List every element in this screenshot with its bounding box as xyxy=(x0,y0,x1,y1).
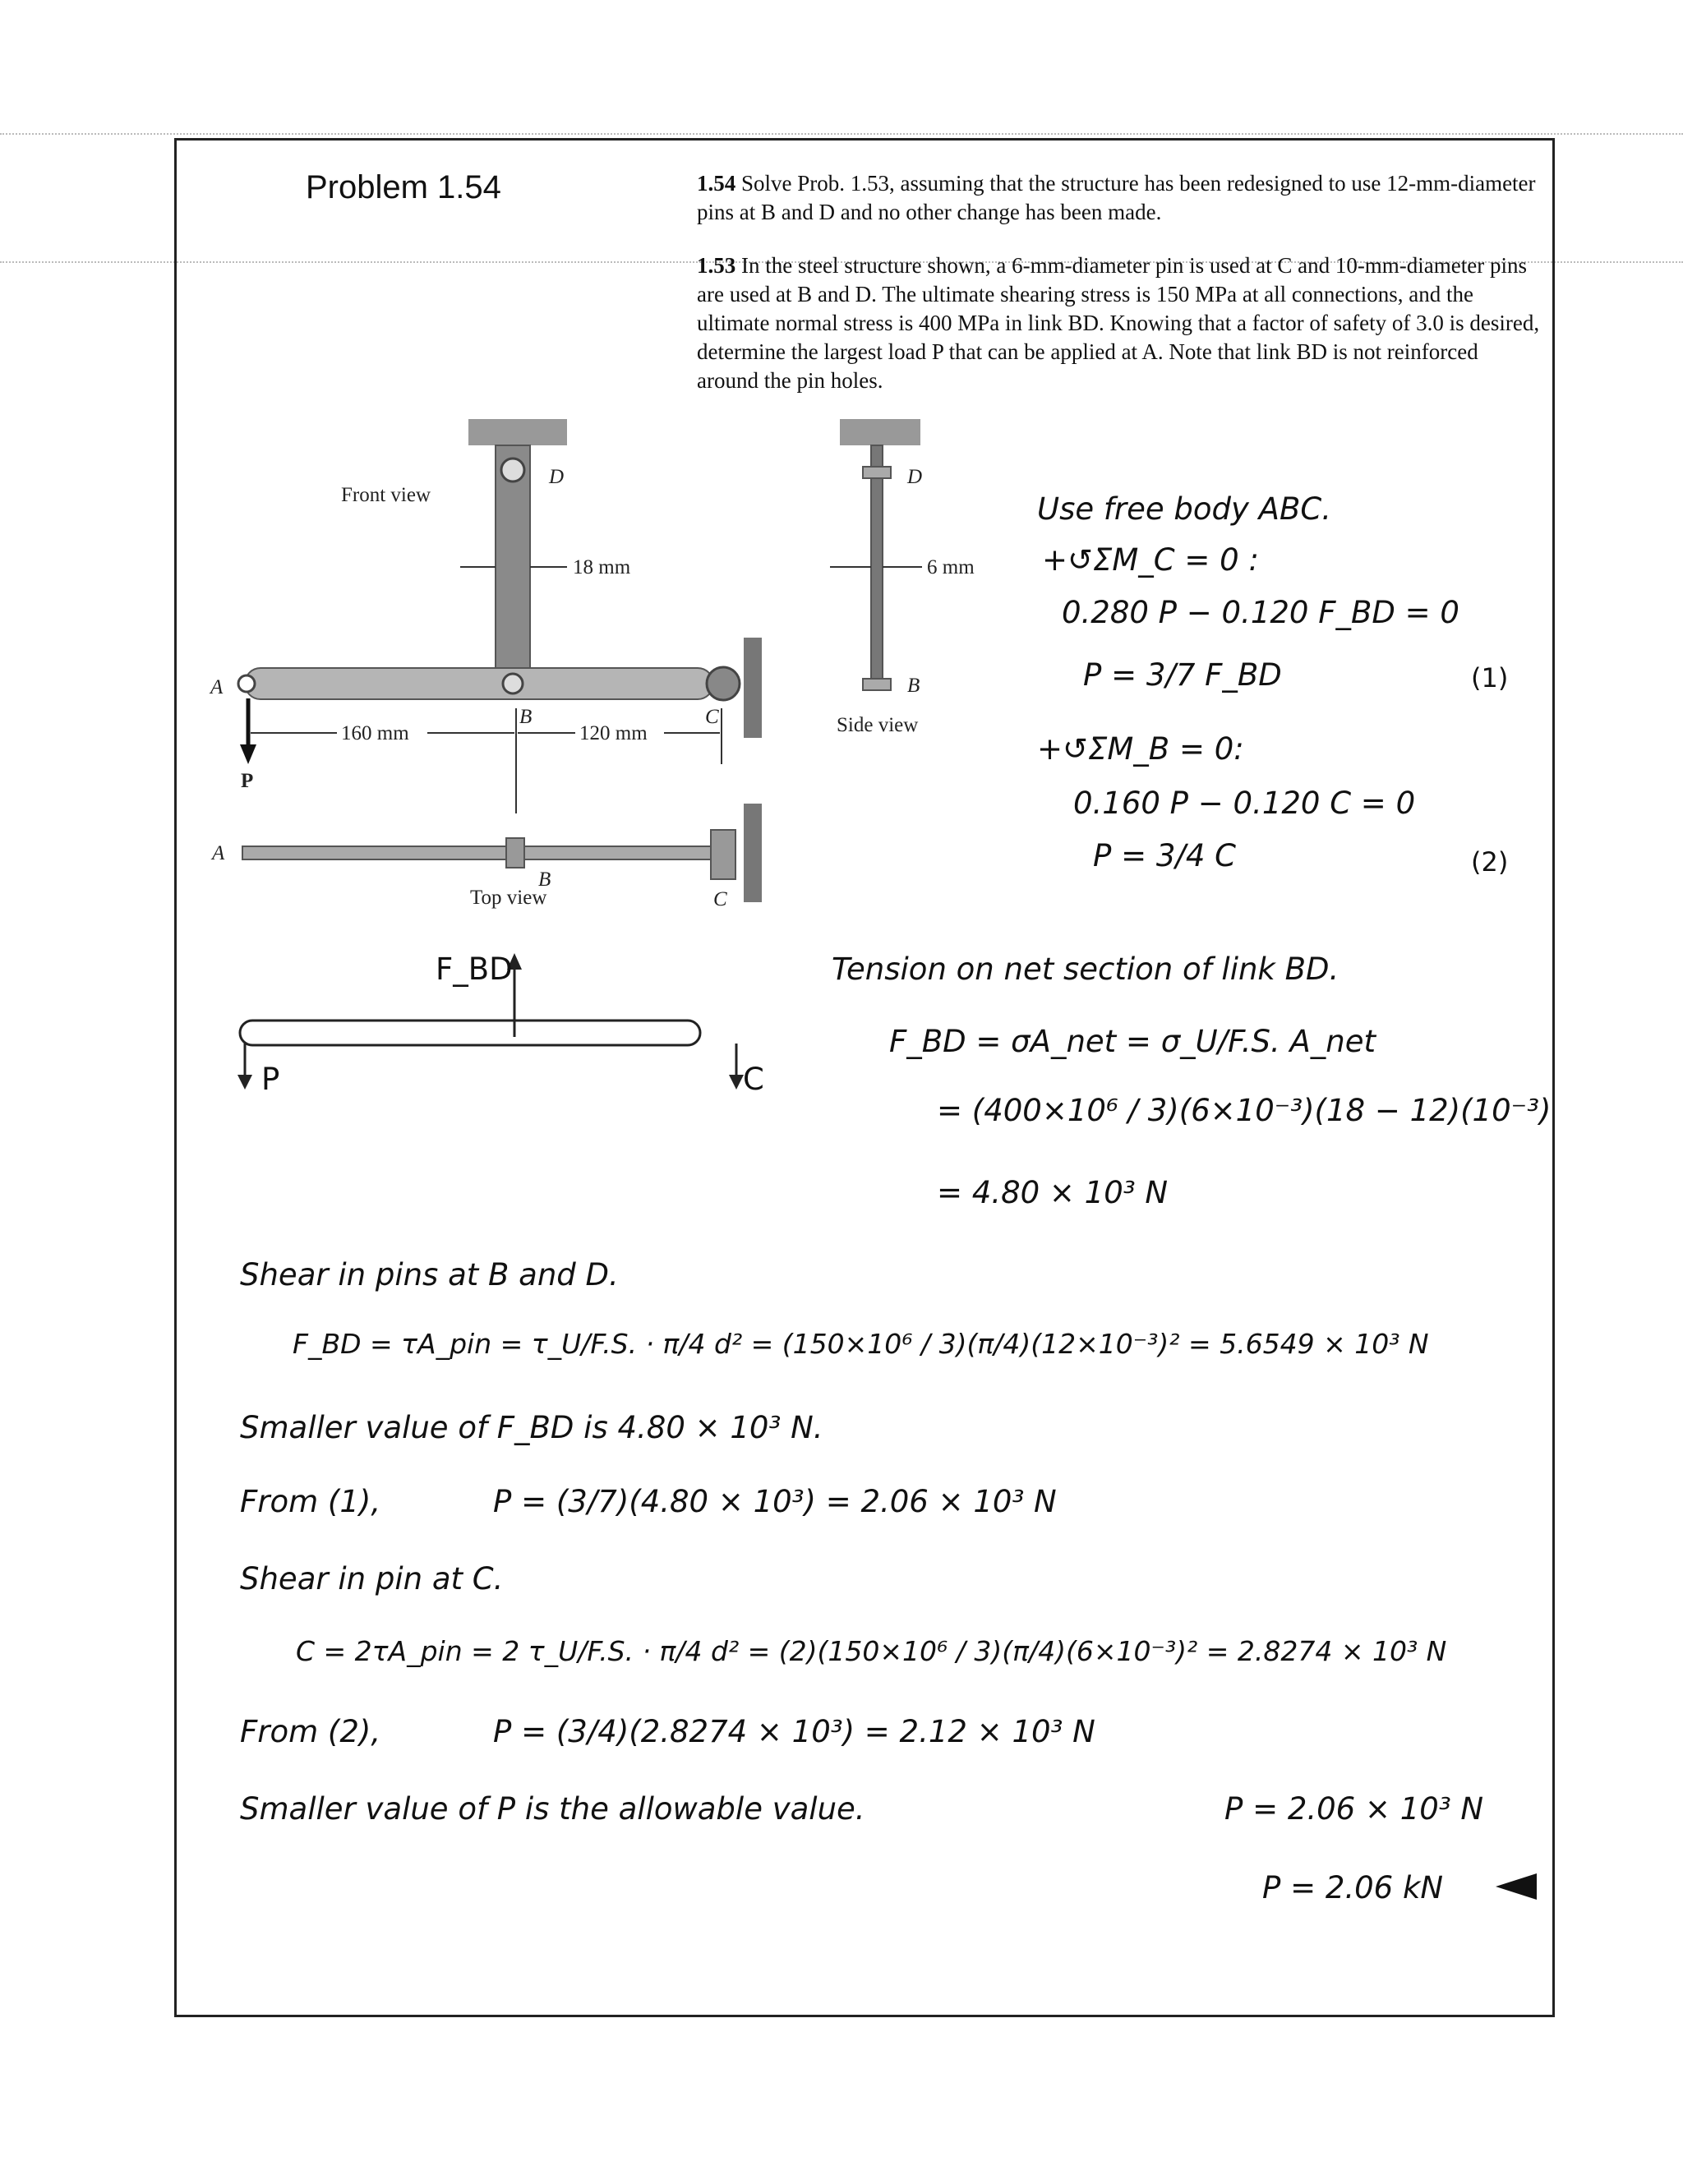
side-support xyxy=(840,419,920,445)
label-b: B xyxy=(907,675,920,697)
problem-number: 1.53 xyxy=(697,253,736,278)
solution-line: 0.280 P − 0.120 F_BD = 0 xyxy=(1062,595,1459,630)
label-b: B xyxy=(519,706,533,728)
point-a xyxy=(238,675,255,692)
equation-number: (1) xyxy=(1471,662,1509,693)
solution-line: P = 3/4 C xyxy=(1093,838,1236,873)
label-d: D xyxy=(907,466,923,488)
solution-line: C = 2τA_pin = 2 τ_U/F.S. · π/4 d² = (2)(150×10⁶ / 3)(π/4)(6×10⁻³)² = 2.8274 × 10³ N xyxy=(296,1635,1447,1667)
fbd-member xyxy=(240,1021,700,1045)
label-a: A xyxy=(212,842,225,864)
dim-6-label: 6 mm xyxy=(927,556,975,578)
solution-line: F_BD = τA_pin = τ_U/F.S. · π/4 d² = (150×10⁶ / 3)(π/4)(12×10⁻³)² = 5.6549 × 10³ N xyxy=(293,1328,1429,1360)
top-view-pin-b xyxy=(506,838,524,868)
solution-line: From (2), xyxy=(240,1714,381,1749)
solution-line: 0.160 P − 0.120 C = 0 xyxy=(1073,786,1416,821)
problem-title: Problem 1.54 xyxy=(306,169,501,205)
problem-number: 1.54 xyxy=(697,171,736,196)
label-b: B xyxy=(538,869,551,891)
answer-line: P = 2.06 kN xyxy=(1262,1870,1444,1905)
fbd-reaction-arrowhead xyxy=(729,1075,744,1090)
statement-text: Solve Prob. 1.53, assuming that the structure has been redesigned to use 12-mm-diameter pins at B and D and no other change has been made. xyxy=(697,171,1536,224)
load-arrowhead xyxy=(240,744,256,764)
solution-heading: Shear in pins at B and D. xyxy=(240,1257,619,1292)
front-view-label: Front view xyxy=(341,484,431,506)
label-c: C xyxy=(705,706,719,728)
solution-line: P = (3/4)(2.8274 × 10³) = 2.12 × 10³ N xyxy=(493,1714,1095,1749)
solution-line: P = (3/7)(4.80 × 10³) = 2.06 × 10³ N xyxy=(493,1484,1057,1519)
answer-line: P = 2.06 × 10³ N xyxy=(1224,1791,1484,1827)
top-support xyxy=(468,419,567,445)
member-abc xyxy=(245,668,713,699)
pin-d xyxy=(501,458,524,481)
solution-line: Smaller value of P is the allowable value. xyxy=(240,1791,865,1827)
wall-support xyxy=(744,638,762,738)
solution-line: From (1), xyxy=(240,1484,381,1519)
fbd-reaction-label: C xyxy=(743,1062,764,1097)
dim-160-label: 160 mm xyxy=(341,722,409,744)
equation-number: (2) xyxy=(1471,846,1509,878)
dim-18-label: 18 mm xyxy=(573,556,631,578)
solution-line: +↺ΣM_B = 0: xyxy=(1037,731,1244,767)
pin-c xyxy=(707,667,740,700)
top-view-member xyxy=(242,846,719,859)
solution-line: F_BD = σA_net = σ_U/F.S. A_net xyxy=(889,1024,1376,1059)
pin-b xyxy=(503,674,523,693)
fbd-load-label: P xyxy=(261,1062,280,1097)
solution-line: Use free body ABC. xyxy=(1037,491,1331,527)
solution-line: P = 3/7 F_BD xyxy=(1083,657,1282,693)
side-link xyxy=(871,445,883,684)
top-view-pin-c xyxy=(711,830,735,879)
solution-line: +↺ΣM_C = 0 : xyxy=(1042,542,1259,578)
fbd-force-label: F_BD xyxy=(436,951,513,987)
side-pin-d xyxy=(863,467,891,478)
statement-text: In the steel structure shown, a 6-mm-diameter pin is used at C and 10-mm-diameter pins are used at B and D. The ultimate shearing stress is 150 MPa at all connections, and the ultimate normal stress is 400 MPa in link BD. Knowing that a factor of safety of 3.0 is desired, determine the largest load P that can be applied at A. Note that link BD is not reinforced around the pin holes. xyxy=(697,253,1540,393)
solution-heading: Tension on net section of link BD. xyxy=(832,951,1339,987)
top-view-wall xyxy=(744,804,762,902)
solution-line: = 4.80 × 10³ N xyxy=(937,1175,1169,1210)
label-a: A xyxy=(210,676,224,698)
label-d: D xyxy=(549,466,565,488)
solution-line: Smaller value of F_BD is 4.80 × 10³ N. xyxy=(240,1410,823,1445)
solution-heading: Shear in pin at C. xyxy=(240,1561,504,1597)
solution-line: = (400×10⁶ / 3)(6×10⁻³)(18 − 12)(10⁻³) xyxy=(937,1093,1552,1128)
side-view-label: Side view xyxy=(837,714,919,736)
fbd-load-arrowhead xyxy=(237,1075,252,1090)
dim-120-label: 120 mm xyxy=(579,722,648,744)
side-pin-b xyxy=(863,679,891,690)
label-p: P xyxy=(241,770,254,792)
top-view-label: Top view xyxy=(470,887,547,909)
label-c: C xyxy=(713,888,727,910)
